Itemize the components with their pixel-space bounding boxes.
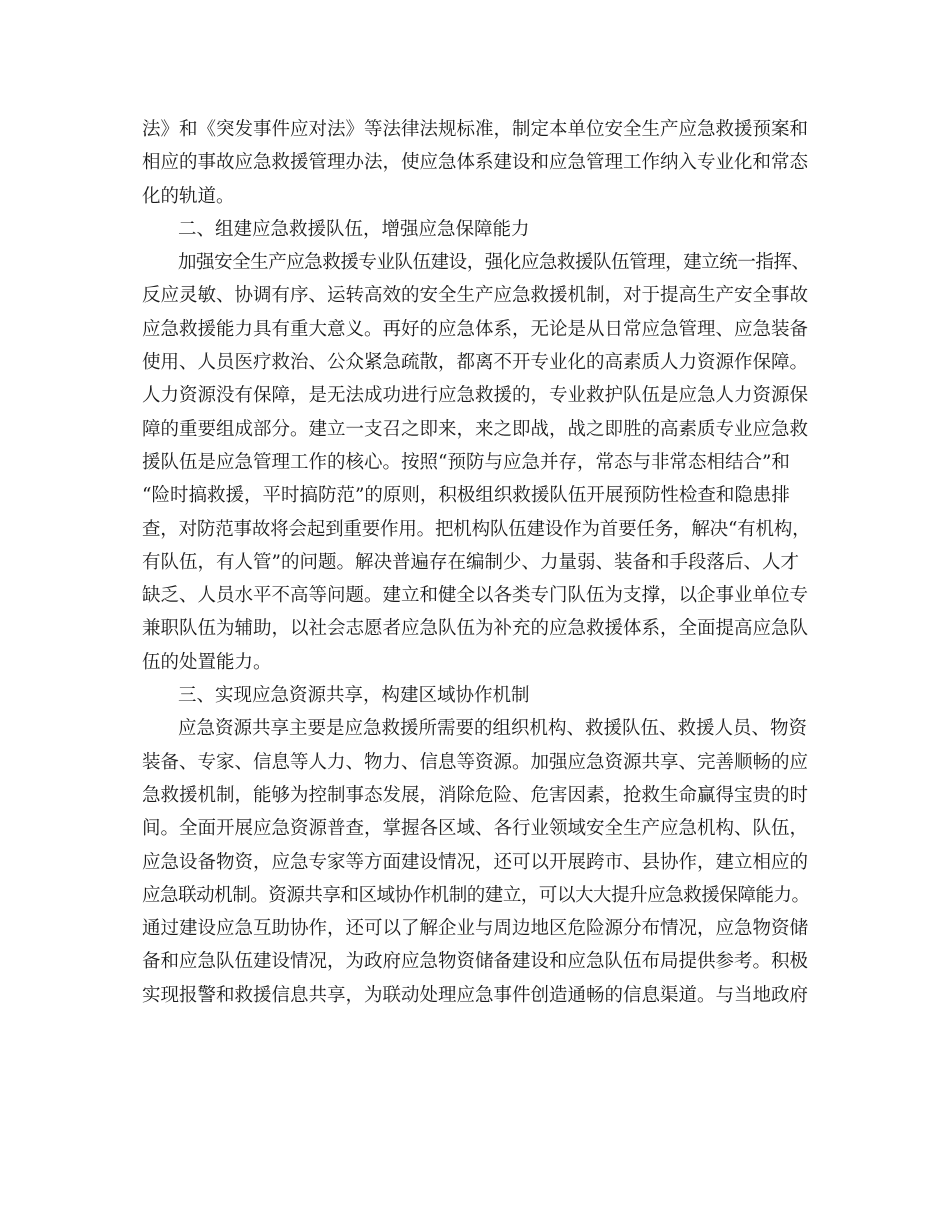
text-line: 兼职队伍为辅助，以社会志愿者应急队伍为补充的应急救援体系，全面提高应急队 xyxy=(142,618,809,640)
text-line: 缺乏、人员水平不高等问题。建立和健全以各类专门队伍为支撑，以企事业单位专 xyxy=(142,585,809,607)
paragraph-first-line: 二、组建应急救援队伍，增强应急保障能力 xyxy=(178,218,530,240)
paragraph-first-line: 三、实现应急资源共享，构建区域协作机制 xyxy=(178,685,530,707)
text-line: 应急设备物资，应急专家等方面建设情况，还可以开展跨市、县协作，建立相应的 xyxy=(142,851,809,873)
text-line: 急救援机制，能够为控制事态发展，消除危险、危害因素，抢救生命赢得宝贵的时 xyxy=(142,784,809,806)
text-line: 间。全面开展应急资源普查，掌握各区域、各行业领域安全生产应急机构、队伍， xyxy=(142,818,809,840)
text-line: 实现报警和救援信息共享，为联动处理应急事件创造通畅的信息渠道。与当地政府 xyxy=(142,984,809,1006)
paragraph-first-line: 应急资源共享主要是应急救援所需要的组织机构、救援队伍、救援人员、物资 xyxy=(178,718,808,740)
text-line: 应急联动机制。资源共享和区域协作机制的建立，可以大大提升应急救援保障能力。 xyxy=(142,884,810,906)
text-line: 备和应急队伍建设情况，为政府应急物资储备建设和应急队伍布局提供参考。积极 xyxy=(142,951,809,973)
text-line: 使用、人员医疗救治、公众紧急疏散，都离不开专业化的高素质人力资源作保障。 xyxy=(142,352,809,374)
text-line: 有队伍，有人管”的问题。解决普遍存在编制少、力量弱、装备和手段落后、人才 xyxy=(142,551,799,573)
text-line: 伍的处置能力。 xyxy=(142,651,272,673)
document-body xyxy=(142,113,810,1012)
text-line: 化的轨道。 xyxy=(142,185,235,207)
paragraph-first-line: 加强安全生产应急救援专业队伍建设，强化应急救援队伍管理，建立统一指挥、 xyxy=(178,252,810,274)
text-line: 相应的事故应急救援管理办法，使应急体系建设和应急管理工作纳入专业化和常态 xyxy=(142,152,809,174)
text-line: 反应灵敏、协调有序、运转高效的安全生产应急救援机制，对于提高生产安全事故 xyxy=(142,285,809,307)
text-line: 装备、专家、信息等人力、物力、信息等资源。加强应急资源共享、完善顺畅的应 xyxy=(142,751,809,773)
text-line: “险时搞救援，平时搞防范”的原则，积极组织救援队伍开展预防性检查和隐患排 xyxy=(142,485,790,507)
text-line: 通过建设应急互助协作，还可以了解企业与周边地区危险源分布情况，应急物资储 xyxy=(142,918,809,940)
text-line: 障的重要组成部分。建立一支召之即来，来之即战，战之即胜的高素质专业应急救 xyxy=(142,418,809,440)
text-line: 人力资源没有保障，是无法成功进行应急救援的，专业救护队伍是应急人力资源保 xyxy=(142,385,809,407)
text-line: 应急救援能力具有重大意义。再好的应急体系，无论是从日常应急管理、应急装备 xyxy=(142,318,809,340)
text-line: 法》和《突发事件应对法》等法律法规标准，制定本单位安全生产应急救援预案和 xyxy=(142,119,809,140)
text-line: 查，对防范事故将会起到重要作用。把机构队伍建设作为首要任务，解决“有机构， xyxy=(142,518,811,540)
text-line: 援队伍是应急管理工作的核心。按照“预防与应急并存，常态与非常态相结合”和 xyxy=(142,451,790,473)
